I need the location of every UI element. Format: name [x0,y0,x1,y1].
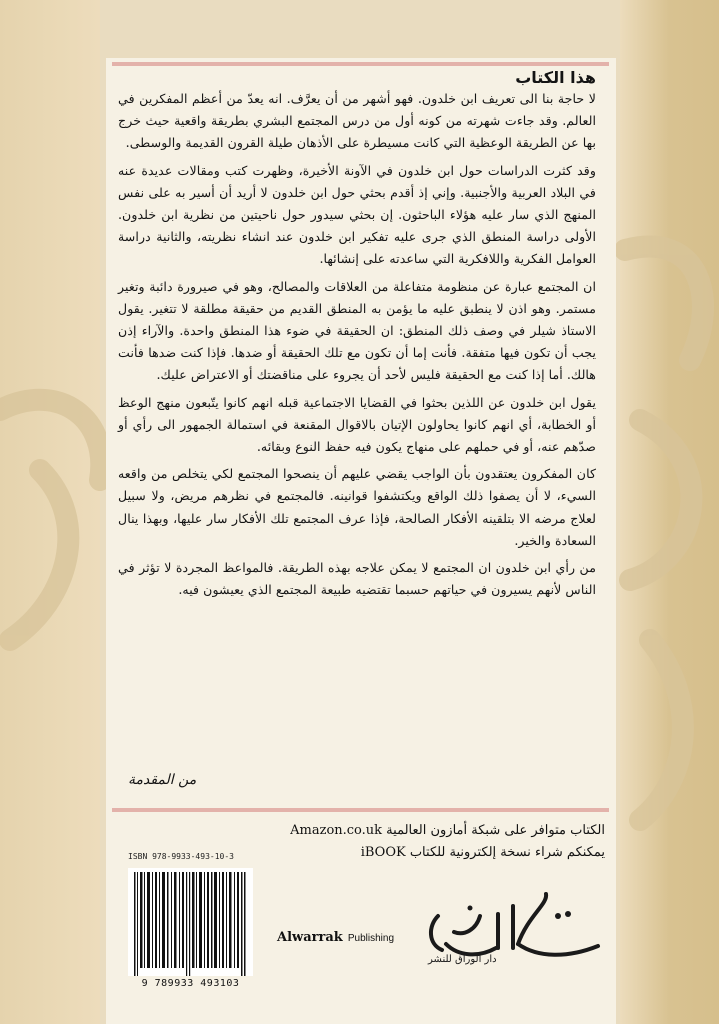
bottom-divider [112,808,609,812]
paragraph: وقد كثرت الدراسات حول ابن خلدون في الآونة الأخيرة، وظهرت كتب ومقالات عديدة عنه في البلاد العربية والأجنبية. وإني إذ أقدم بحثي حول ابن خلدون لا أريد أن أسير به على نفس المنهج الذي سار عليه هؤلاء الباحثون. إن بحثي سيدور حول ناحيتين من نظرية ابن خلدون. الأولى دراسة المنطق الذي جرى عليه تفكير ابن خلدون عند انشاء نظريته، والثانية دراسة العوامل الفكرية واللافكرية التي ساعدته على إنشائها. [118,162,596,267]
source-signature: من المقدمة [128,772,197,788]
left-cover-band [0,0,100,1024]
paragraph: لا حاجة بنا الى تعريف ابن خلدون. فهو أشهر من أن يعرَّف. انه يعدّ من أعظم المفكرين في العالم. وقد جاءت شهرته من كونه أول من درس المجتمع البشري بطريقة واقعية حيث خرج بها عن الطريقة الوعظية التي كانت مسيطرة على الأذهان طيلة القرون القديمة والوسطى. [118,91,596,151]
top-divider [112,62,609,66]
publisher-name-text: Alwarrak [277,930,343,945]
publisher-name [277,926,394,945]
right-cover-band [620,0,719,1024]
publisher-sub-text: Publishing [347,933,395,944]
barcode-number: 9 789933 493103 [141,978,240,989]
book-description [118,68,596,606]
barcode [128,852,253,1002]
ibook-line: يمكنكم شراء نسخة إلكترونية للكتاب iBOOK [360,845,605,860]
logo-arabic-text: دار الوراق للنشر [428,954,497,965]
amazon-line: الكتاب متوافر على شبكة أمازون العالمية Amazon.co.uk [290,823,605,838]
paragraph: ان المجتمع عبارة عن منظومة متفاعلة من العلاقات والمصالح، وهو في صيرورة دائبة وتغير مستمر. وهو اذن لا ينطبق عليه ما يؤمن به المنطق القديم من حقيقة مطلقة لا تتغير. يقول الاستاذ شيلر في وصف ذلك المنطق: ان الحقيقة في ضوء هذا المنطق واحدة. والآراء إذن يجب أن تكون فيها متفقة. فأنت إما أن تكون مع تلك الحقيقة أو ضدها. فإذا كنت ضدها فأنت هالك. أما إذا كنت مع الحقيقة فليس لأحد أن يجروء على مناقضتك أو الاعتراض عليك. [118,278,596,383]
availability-note [270,820,605,864]
barcode-bars [128,868,253,976]
paragraph: يقول ابن خلدون عن اللذين بحثوا في القضايا الاجتماعية قبله انهم كانوا يتّبعون منهج الوعظ أو الخطابة، أي انهم كانوا يحاولون الإتيان بالاقوال المقنعة في استمالة الجمهور الى رأي أو صدّهم عنه، أو في حملهم على منهاج يكون فيه حفظ النوع وبقائه. [118,394,596,455]
paragraph: كان المفكرون يعتقدون بأن الواجب يقضي عليهم أن ينصحوا المجتمع لكي يتخلص من واقعه السيء، لا أن يصفوا ذلك الواقع ويكتشفوا قوانينه. فالمجتمع في نظرهم مريض، ولا سبيل لعلاج مرضه الا بتلقينه الأفكار الصالحة، فإذا عرف المجتمع تلك الأفكار سار عليها، وبهذا ينال السعادة والخير. [118,466,596,548]
section-heading: هذا الكتاب [515,68,596,87]
paragraph: من رأي ابن خلدون ان المجتمع لا يمكن علاجه بهذه الطريقة. فالمواعظ المجردة لا تؤثر في الناس لأنهم يسيرون في حياتهم حسبما تقتضيه طبيعة المجتمع الذي يعيشون فيه. [118,560,596,598]
isbn-label: ISBN 978-9933-493-10-3 [128,852,234,861]
alwarrak-logo [418,886,608,966]
